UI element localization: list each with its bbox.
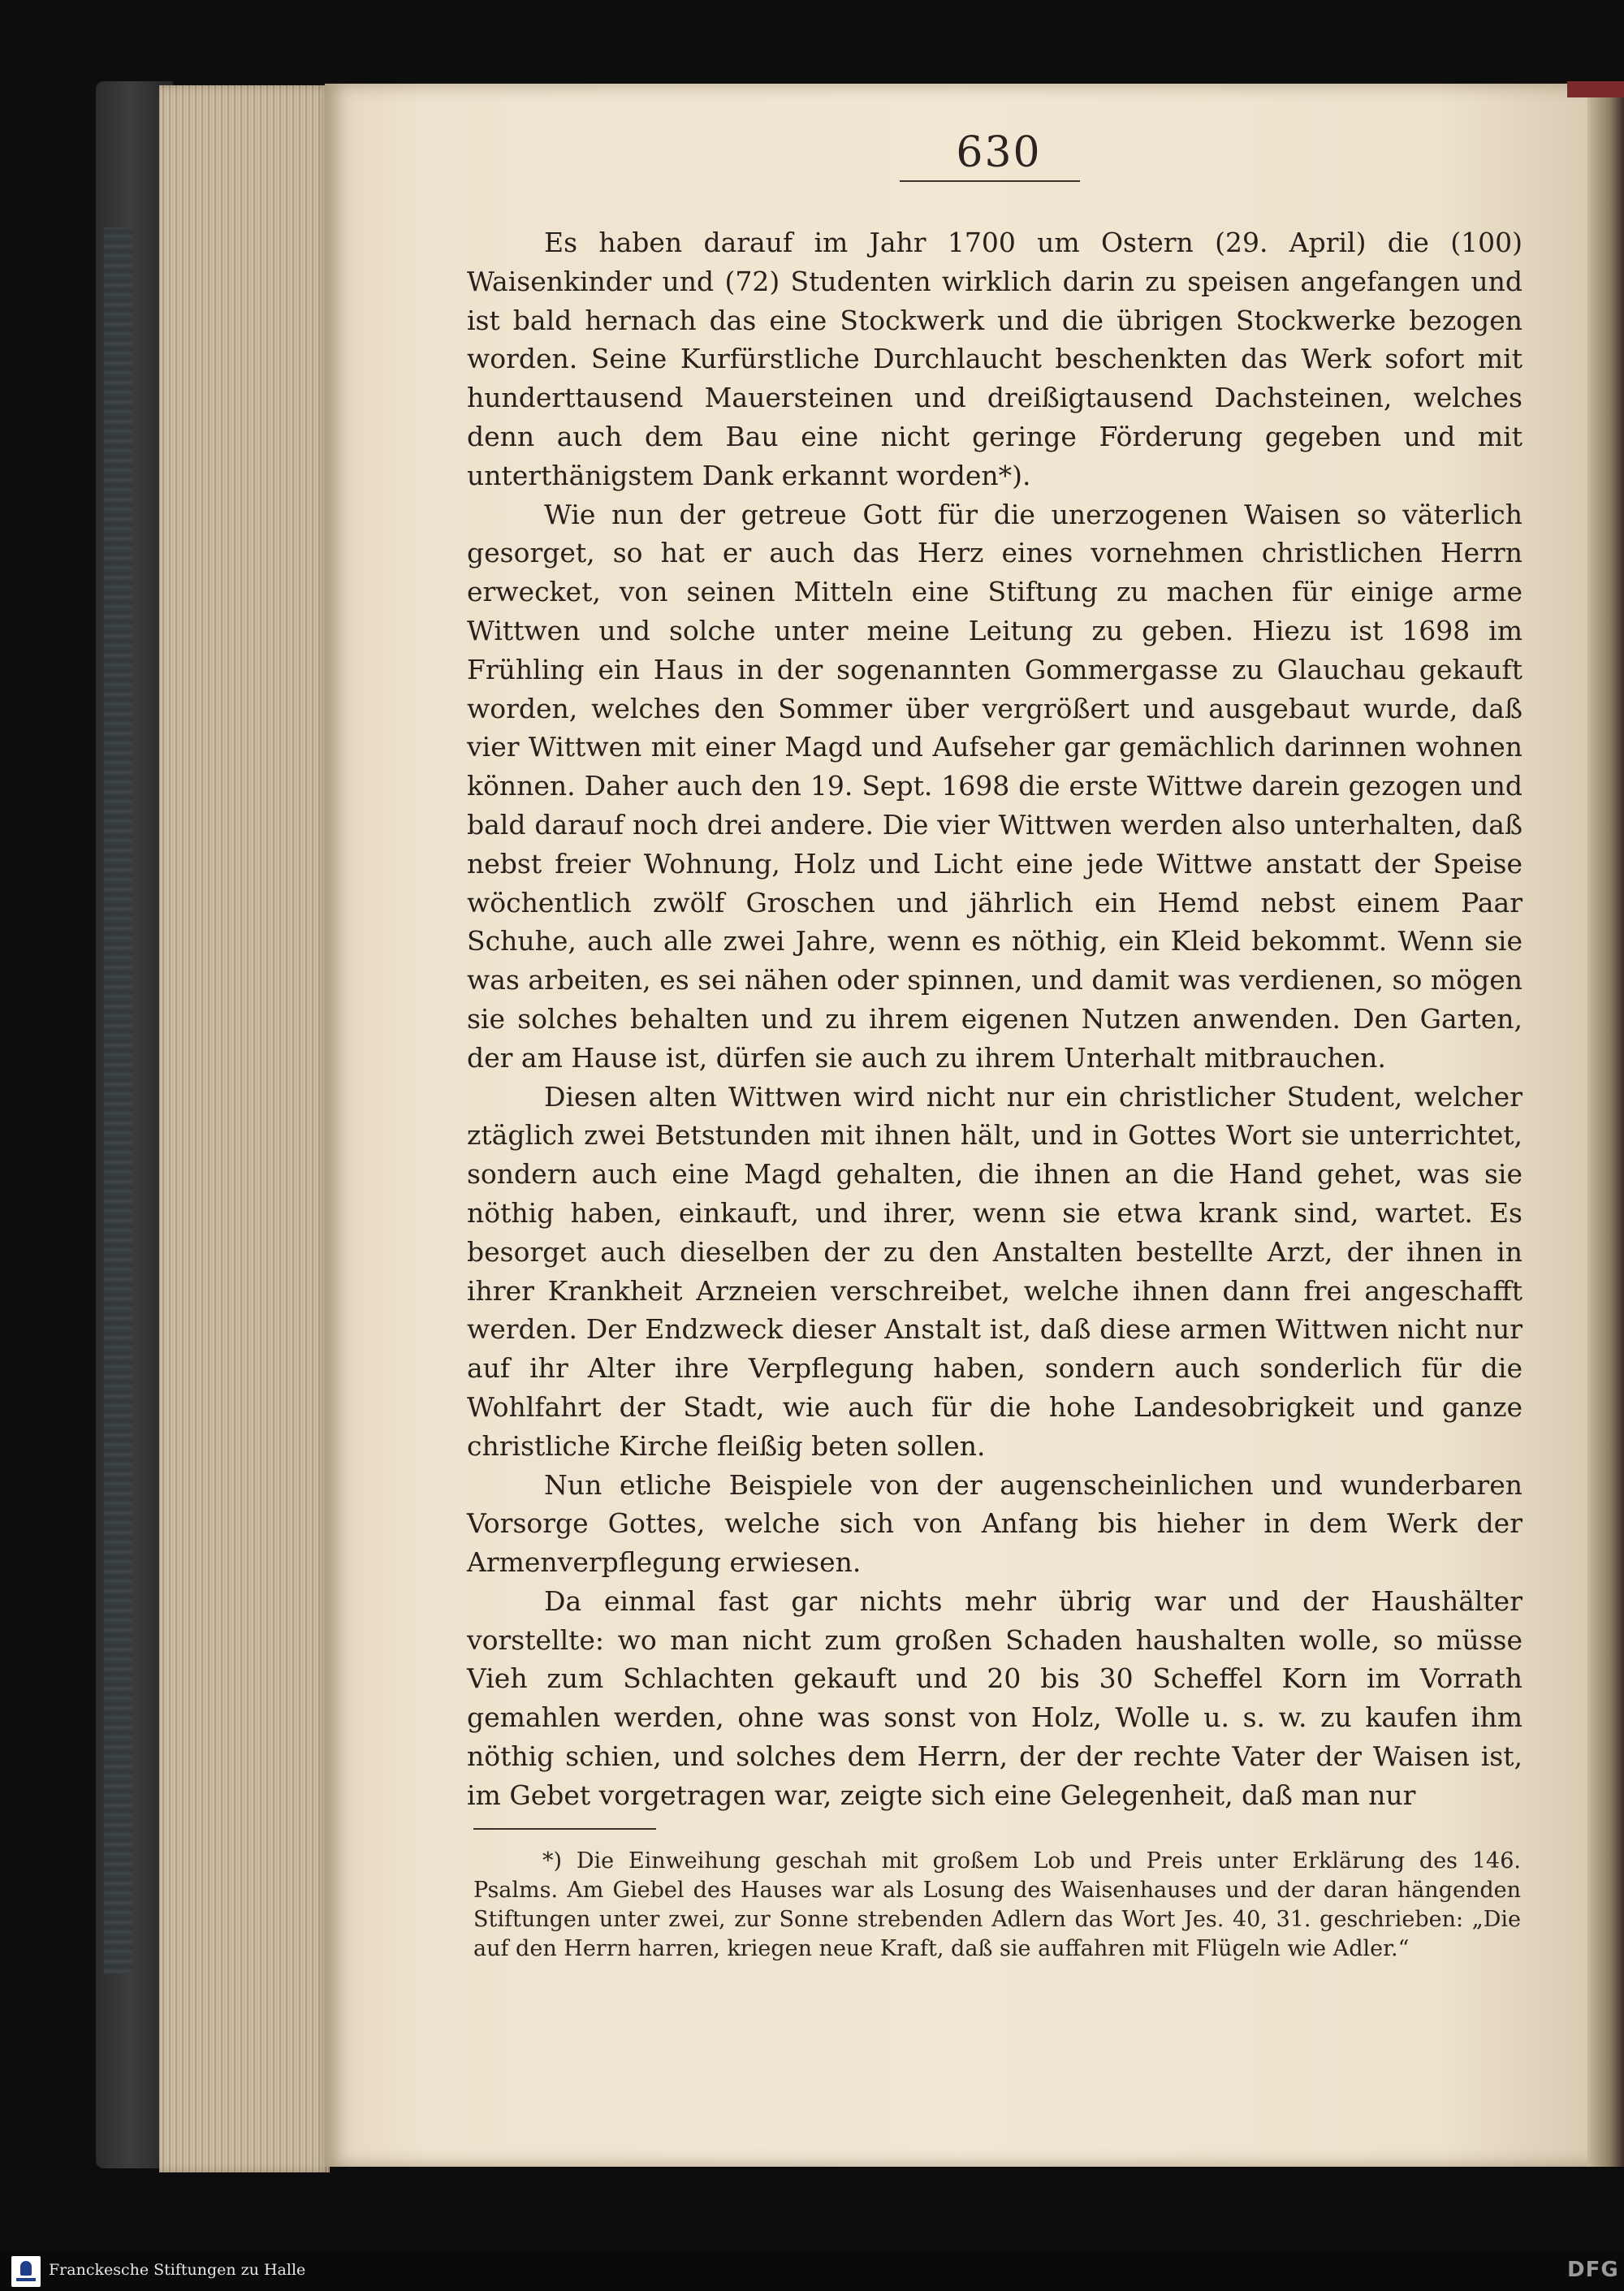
facing-page-edge — [1587, 84, 1624, 2167]
paragraph: Wie nun der getreue Gott für die unerzogenen Waisen so väterlich gesorget, so hat er auch das Herz eines vornehmen christlichen Herrn erwecket, von seinen Mitteln eine Stiftung zu machen für einige arme Wittwen und solche unter meine Leitung zu geben. Hiezu ist 1698 im Frühling ein Haus in der sogenannten Gommergasse zu Glauchau gekauft worden, welches den Sommer über vergrößert und ausgebaut wurde, daß vier Wittwen mit einer Magd und Aufseher gar gemächlich darinnen wohnen können. Daher auch den 19. Sept. 1698 die erste Wittwe darein gezogen und bald darauf noch drei andere. Die vier Wittwen werden also unterhalten, daß nebst freier Wohnung, Holz und Licht eine jede Wittwe anstatt der Speise wöchentlich zwölf Groschen und jährlich ein Hemd nebst einem Paar Schuhe, auch alle zwei Jahre, wenn es nöthig, ein Kleid bekommt. Wenn sie was arbeiten, es sei nähen oder spinnen, und damit was verdienen, so mögen sie solches behalten und zu ihrem eigenen Nutzen anwenden. Den Garten, der am Hause ist, dürfen sie auch zu ihrem Unterhalt mitbrauchen. — [467, 498, 1522, 1074]
institution-logo-icon[interactable] — [11, 2256, 41, 2287]
footnote-text: *) Die Einweihung geschah mit großem Lob und Preis unter Erklärung des 146. Psalms. Am Giebel des Hauses war als Losung des Waisenhauses und der daran hängenden Stiftungen unter zwei, zur Sonne strebenden Adlern das Wort Jes. 40, 31. geschrieben: „Die auf den Herrn harren, kriegen neue Kraft, daß sie auffahren mit Flügeln wie Adler.“ — [473, 1848, 1521, 1961]
paragraph: Es haben darauf im Jahr 1700 um Ostern (29. April) die (100) Waisenkinder und (72) Studenten wirklich darin zu speisen angefangen und ist bald hernach das eine Stockwerk und die übrigen Stockwerke bezogen worden. Seine Kurfürstliche Durchlaucht beschenkten das Werk sofort mit hunderttausend Mauersteinen und dreißigtausend Dachsteinen, welches denn auch dem Bau eine nicht geringe Förderung gegeben und mit unterthänigstem Dank erkannt worden*). — [467, 227, 1522, 491]
paragraph: Diesen alten Wittwen wird nicht nur ein christlicher Student, welcher ztäglich zwei Betstunden mit ihnen hält, und in Gottes Wort sie unterrichtet, sondern auch eine Magd gehalten, die ihnen an die Hand gehet, was sie nöthig haben, einkauft, und ihrer, wenn sie etwa krank sind, wartet. Es besorget auch dieselben der zu den Anstalten bestellte Arzt, der ihnen in ihrer Krankheit Arzneien verschreibet, welche ihnen dann frei angeschafft werden. Der Endzweck dieser Anstalt ist, daß diese armen Wittwen nicht nur auf ihr Alter ihre Verpflegung haben, sondern auch sonderlich für die Wohlfahrt der Stadt, wie auch für die hohe Landesobrigkeit und ganze christliche Kirche fleißig beten sollen. — [467, 1080, 1522, 1462]
paragraph: Da einmal fast gar nichts mehr übrig war und der Haushälter vorstellte: wo man nicht zum großen Schaden haushalten wolle, so müsse Vieh zum Schlachten gekauft und 20 bis 30 Scheffel Korn im Vorrath gemahlen werden, ohne was sonst von Holz, Wolle u. s. w. zu kaufen ihm nöthig schien, und solches dem Herrn, der der rechte Vater der Waisen ist, im Gebet vorgetragen war, zeigte sich eine Gelegenheit, daß man nur — [467, 1584, 1522, 1811]
body-text — [467, 223, 1522, 1815]
page-corner-marker — [1567, 81, 1624, 97]
page-edges — [159, 85, 330, 2172]
page-number: 630 — [956, 128, 1042, 177]
book-cover-texture — [104, 227, 132, 1973]
funder-logo[interactable]: DFG — [1567, 2258, 1619, 2282]
page-number-rule — [900, 180, 1080, 182]
footnote-rule — [473, 1828, 656, 1830]
institution-name[interactable]: Franckesche Stiftungen zu Halle — [49, 2261, 306, 2279]
paragraph: Nun etliche Beispiele von der augenscheinlichen und wunderbaren Vorsorge Gottes, welche sich von Anfang bis hieher in dem Werk der Armenverpflegung erwiesen. — [467, 1468, 1522, 1579]
footnote — [473, 1847, 1521, 1964]
